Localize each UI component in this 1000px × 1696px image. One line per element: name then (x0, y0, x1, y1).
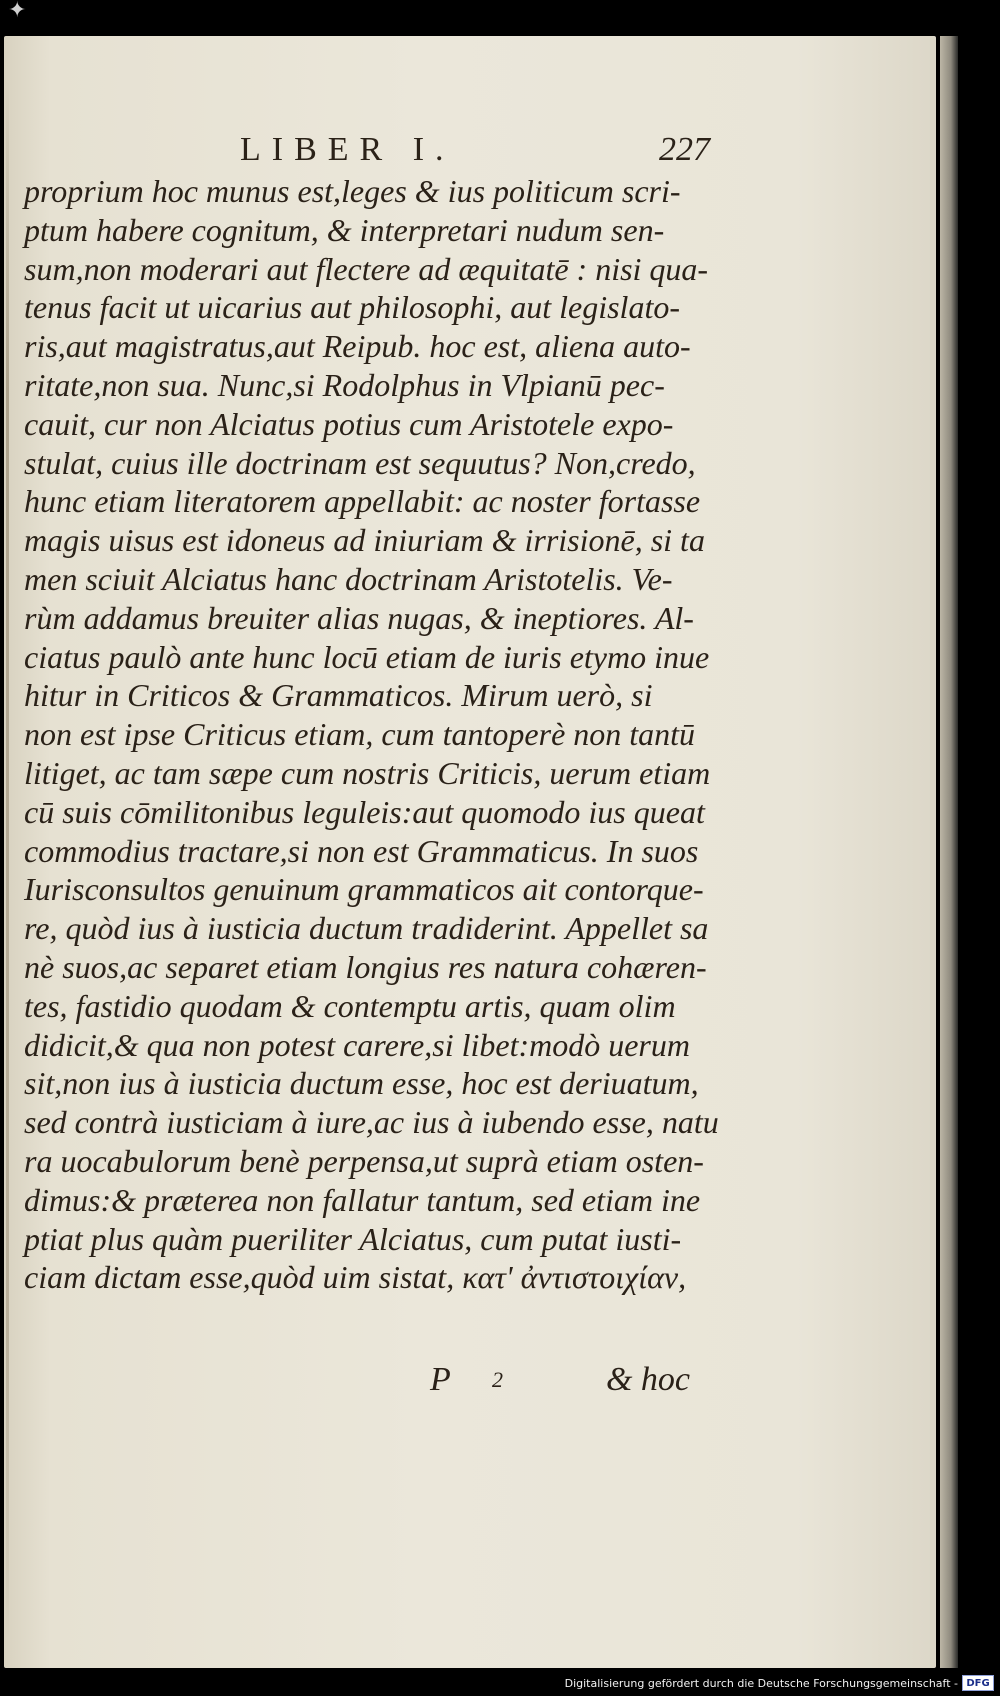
text-line: ra uocabulorum benè perpensa,ut suprà etiam osten- (24, 1142, 704, 1179)
running-head (240, 128, 710, 172)
gutter-shadow (6, 80, 9, 1640)
footer-bar (0, 1672, 1000, 1696)
text-line: sed contrà iusticiam à iure,ac ius à iubendo esse, natu (24, 1104, 719, 1141)
text-line: rùm addamus breuiter alias nugas, & ineptiores. Al- (24, 599, 694, 636)
body-text (24, 172, 719, 1297)
text-line: tes, fastidio quodam & contemptu artis, quam olim (24, 987, 676, 1024)
text-line: magis uisus est idoneus ad iniuriam & irrisionē, si ta (24, 522, 705, 559)
text-line: sum,non moderari aut flectere ad æquitatē : nisi qua- (24, 250, 709, 287)
text-line: hitur in Criticos & Grammaticos. Mirum uerò, si (24, 677, 653, 714)
page-number: 227 (659, 131, 710, 168)
text-line: re, quòd ius à iusticia ductum tradiderint. Appellet sa (24, 910, 709, 947)
text-line: ciam dictam esse,quòd uim sistat, κατ' ἀντιστοιχίαν, (24, 1259, 687, 1296)
text-line: ptiat plus quàm pueriliter Alciatus, cum putat iusti- (24, 1220, 682, 1257)
catchword: & hoc (605, 1361, 690, 1398)
text-line: ris,aut magistratus,aut Reipub. hoc est, aliena auto- (24, 328, 691, 365)
text-line: tenus facit ut uicarius aut philosophi, aut legislato- (24, 289, 680, 326)
funding-credit: Digitalisierung gefördert durch die Deutsche Forschungsgemeinschaft - (564, 1677, 958, 1690)
dfg-logo: DFG (962, 1675, 994, 1691)
text-line: ritate,non sua. Nunc,si Rodolphus in Vlpianū pec- (24, 366, 665, 403)
text-line: stulat, cuius ille doctrinam est sequutus? Non,credo, (24, 444, 696, 481)
text-line: non est ipse Criticus etiam, cum tantoperè non tantū (24, 716, 696, 753)
text-line: dimus:& præterea non fallatur tantum, sed etiam ine (24, 1181, 701, 1218)
text-line: hunc etiam literatorem appellabit: ac noster fortasse (24, 483, 701, 520)
text-line: nè suos,ac separet etiam longius res natura cohæren- (24, 948, 707, 985)
text-line: ciatus paulò ante hunc locū etiam de iuris etymo inue (24, 638, 710, 675)
signature-number: 2 (492, 1367, 503, 1392)
text-line: didicit,& qua non potest carere,si libet:modò uerum (24, 1026, 690, 1063)
text-line: commodius tractare,si non est Grammaticus. In suos (24, 832, 699, 869)
catchline (430, 1358, 690, 1402)
text-line: litiget, ac tam sæpe cum nostris Criticis, uerum etiam (24, 754, 711, 791)
signature-mark: P (430, 1361, 451, 1398)
text-line: cauit, cur non Alciatus potius cum Aristotele expo- (24, 405, 674, 442)
text-line: proprium hoc munus est,leges & ius politicum scri- (24, 173, 681, 209)
text-line: ptum habere cognitum, & interpretari nudum sen- (24, 211, 665, 248)
text-line: sit,non ius à iusticia ductum esse, hoc est deriuatum, (24, 1065, 699, 1102)
corner-arrow-icon: ✦ (8, 0, 27, 23)
text-line: cū suis cōmilitonibus leguleis:aut quomodo ius queat (24, 793, 705, 830)
text-line: men sciuit Alciatus hanc doctrinam Aristotelis. Ve- (24, 560, 673, 597)
running-head-title: LIBER I. (240, 131, 455, 168)
page-edge (940, 36, 958, 1668)
text-line: Iurisconsultos genuinum grammaticos ait contorque- (24, 871, 704, 908)
